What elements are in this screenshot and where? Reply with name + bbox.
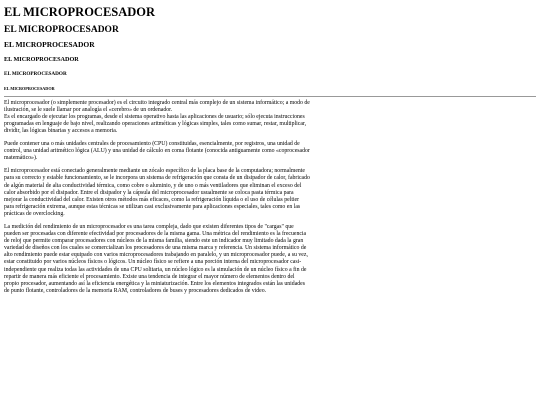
- paragraph-line: variedad de diseños con los cuales se comercializan los procesadores de una misma marca y referencia. Un sistema informático de: [4, 245, 307, 252]
- paragraph-line: dividir, las lógicas binarias y accesos a memoria.: [4, 127, 118, 134]
- paragraph-line: pueden ser procesadas con diferente efectividad por procesadores de la misma gama. Una métrica del rendimiento es la frecuencia: [4, 231, 307, 238]
- paragraph-line: calor absorbido por el disipador. Entre el disipador y la cápsula del microprocesador usualmente se coloca pasta térmica para: [4, 189, 294, 196]
- paragraph-line: Puede contener una o más unidades centrales de procesamiento (CPU) constituidas, esencialmente, por registros, una unidad de: [4, 141, 300, 148]
- heading-level-4: EL MICROPROCESADOR: [4, 56, 79, 64]
- paragraph-line: matemático»).: [4, 155, 38, 162]
- paragraph-line: estar constituido por varios núcleos físicos o lógicos. Un núcleo físico se refiere a una porción interna del microprocesador casi-: [4, 259, 302, 266]
- paragraph-line: El microprocesador está conectado generalmente mediante un zócalo específico de la placa base de la computadora; normalmente: [4, 168, 305, 175]
- heading-level-6: EL MICROPROCESADOR: [4, 85, 55, 91]
- paragraph-line: La medición del rendimiento de un microprocesador es una tarea compleja, dado que existen diferentes tipos de "cargas" que: [4, 223, 294, 230]
- paragraph-line: ilustración, se le suele llamar por analogía el «cerebro» de un ordenador.: [4, 106, 173, 113]
- heading-level-5: EL MICROPROCESADOR: [4, 71, 67, 78]
- paragraph-line: de algún material de alta conductividad térmica, como cobre o aluminio, y de uno o más ventiladores que eliminan el exceso del: [4, 182, 302, 189]
- heading-level-2: EL MICROPROCESADOR: [4, 24, 119, 35]
- paragraph-line: El microprocesador (o simplemente procesador) es el circuito integrado central más complejo de un sistema informático; a modo de: [4, 99, 310, 106]
- paragraph-line: Es el encargado de ejecutar los programas, desde el sistema operativo hasta las aplicaciones de usuario; sólo ejecuta instrucciones: [4, 113, 305, 120]
- paragraph: [4, 224, 364, 295]
- heading-level-3: EL MICROPROCESADOR: [4, 40, 95, 50]
- paragraph-line: para su correcto y estable funcionamiento, se le incorpora un sistema de refrigeración que consta de un disipador de calor, fabricado: [4, 175, 310, 182]
- body-text: [4, 100, 536, 295]
- paragraph: [4, 100, 364, 135]
- paragraph-line: mejorar la conductividad del calor. Existen otros métodos más eficaces, como la refrigeración líquida o el uso de células peltier: [4, 196, 300, 203]
- paragraph: [4, 141, 364, 162]
- paragraph-line: para refrigeración extrema, aunque estas técnicas se utilizan casi exclusivamente para aplicaciones especiales, tales como en las: [4, 203, 301, 210]
- paragraph-line: independiente que realiza todas las actividades de una CPU solitaria, un núcleo lógico es la simulación de un núcleo físico a fin de: [4, 266, 307, 273]
- paragraph-line: alto rendimiento puede estar equipado con varios microprocesadores trabajando en paralelo, y un microprocesador puede, a su vez,: [4, 252, 308, 259]
- horizontal-rule: [4, 96, 536, 97]
- paragraph-line: de reloj que permite comparar procesadores con núcleos de la misma familia, siendo este un indicador muy limitado dada la gran: [4, 238, 304, 245]
- paragraph-line: de punto flotante, controladores de la memoria RAM, controladores de buses y procesadores dedicados de video.: [4, 287, 267, 294]
- paragraph-line: repartir de manera más eficiente el procesamiento. Existe una tendencia de integrar el mayor número de elementos dentro del: [4, 273, 295, 280]
- paragraph-line: control, una unidad aritmético lógica (ALU) y una unidad de cálculo en coma flotante (conocida antiguamente como «coprocesador: [4, 148, 310, 155]
- paragraph-line: propio procesador, aumentando así la eficiencia energética y la miniaturización. Entre los elementos integrados están las unidades: [4, 280, 305, 287]
- paragraph-line: prácticas de overclocking.: [4, 210, 65, 217]
- heading-level-1: EL MICROPROCESADOR: [4, 5, 156, 19]
- document-page: [0, 6, 540, 295]
- paragraph: [4, 168, 364, 218]
- paragraph-line: programadas en lenguaje de bajo nivel, realizando operaciones aritméticas y lógicas simples, tales como sumar, restar, multiplicar,: [4, 120, 307, 127]
